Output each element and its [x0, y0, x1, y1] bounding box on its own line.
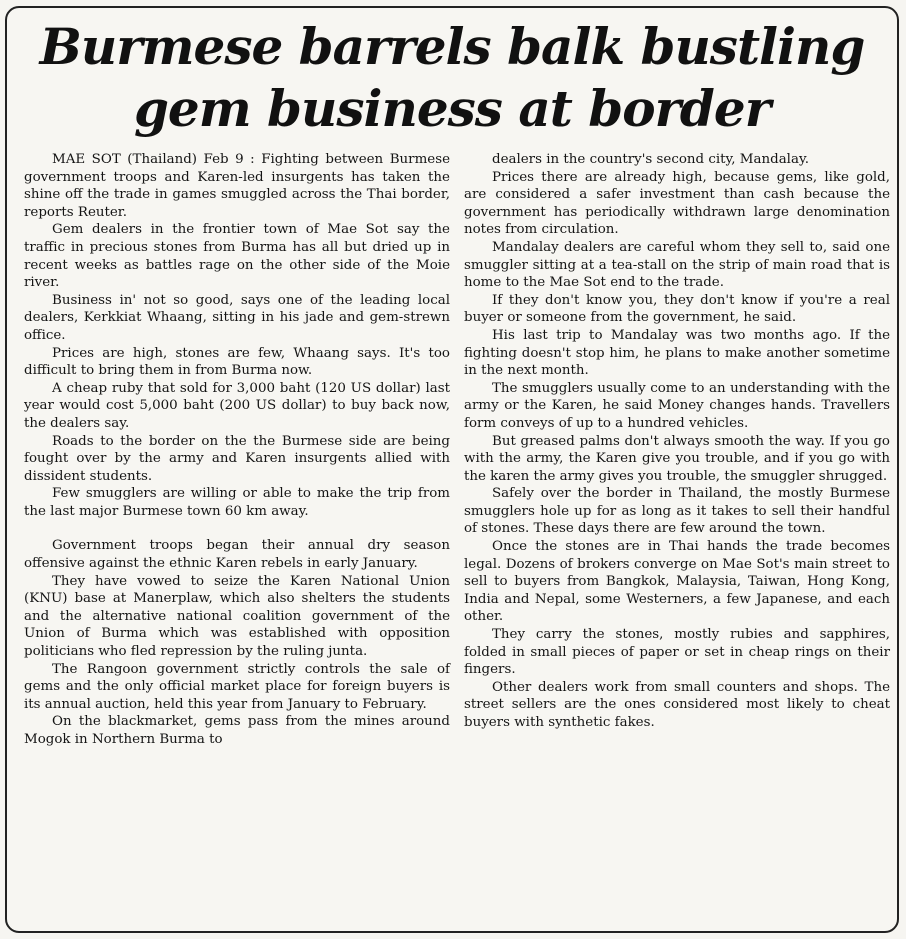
- section-break: [24, 520, 450, 537]
- paragraph: They carry the stones, mostly rubies and sapphires, folded in small pieces of paper or set in cheap rings on their fingers.: [464, 627, 890, 678]
- paragraph: Business in' not so good, says one of the leading local dealers, Kerkkiat Whaang, sitting in his jade and gem-strewn office.: [24, 292, 450, 343]
- paragraph: The Rangoon government strictly controls the sale of gems and the only official market place for foreign buyers is its annual auction, held this year from January to February.: [24, 661, 450, 712]
- paragraph: Safely over the border in Thailand, the mostly Burmese smugglers hole up for as long as it takes to sell their handful of stones. These days there are few around the town.: [464, 486, 890, 537]
- column-right: [464, 151, 890, 749]
- paragraph: Gem dealers in the frontier town of Mae Sot say the traffic in precious stones from Burma has all but dried up in recent weeks as battles rage on the other side of the Moie river.: [24, 222, 450, 291]
- paragraph: On the blackmarket, gems pass from the mines around Mogok in Northern Burma to: [24, 714, 450, 747]
- paragraph: Roads to the border on the the Burmese side are being fought over by the army and Karen insurgents allied with dissident students.: [24, 433, 450, 484]
- article-body: [24, 151, 890, 749]
- paragraph: A cheap ruby that sold for 3,000 baht (120 US dollar) last year would cost 5,000 baht (200 US dollar) to buy back now, the dealers say.: [24, 380, 450, 431]
- paragraph: Few smugglers are willing or able to make the trip from the last major Burmese town 60 km away.: [24, 486, 450, 519]
- paragraph: Mandalay dealers are careful whom they sell to, said one smuggler sitting at a tea-stall on the strip of main road that is home to the Mae Sot end to the trade.: [464, 239, 890, 291]
- headline: Burmese barrels balk bustling gem business at border: [39, 17, 865, 138]
- paragraph: But greased palms don't always smooth the way. If you go with the army, the Karen give you trouble, and if you go with the karen the army gives you trouble, the smuggler shrugged.: [464, 433, 890, 484]
- paragraph: Government troops began their annual dry season offensive against the ethnic Karen rebels in early January.: [24, 538, 450, 572]
- paragraph: Other dealers work from small counters and shops. The street sellers are the ones considered most likely to cheat buyers with synthetic fakes.: [464, 679, 890, 730]
- paragraph: They have vowed to seize the Karen National Union (KNU) base at Manerplaw, which also shelters the students and the alternative national coalition government of the Union of Burma which was established with opposition politicians who fled repression by the ruling junta.: [24, 573, 450, 660]
- paragraph: If they don't know you, they don't know if you're a real buyer or someone from the government, he said.: [464, 292, 890, 326]
- paragraph: Prices are high, stones are few, Whaang says. It's too difficult to bring them in from Burma now.: [24, 345, 450, 379]
- paragraph: dealers in the country's second city, Mandalay.: [492, 152, 809, 167]
- paragraph: His last trip to Mandalay was two months ago. If the fighting doesn't stop him, he plans to make another sometime in the next month.: [464, 327, 890, 379]
- newspaper-clipping: [5, 6, 899, 933]
- column-left: [24, 151, 450, 749]
- paragraph: The smugglers usually come to an understanding with the army or the Karen, he said Money changes hands. Travellers form conveys of up to a hundred vehicles.: [464, 380, 890, 431]
- paragraph: Prices there are already high, because gems, like gold, are considered a safer investment than cash because the government has periodically withdrawn large denomination notes from circulation.: [464, 169, 890, 238]
- paragraph: Once the stones are in Thai hands the trade becomes legal. Dozens of brokers converge on Mae Sot's main street to sell to buyers from Bangkok, Malaysia, Taiwan, Hong Kong, India and Nepal, some Westerners, a few Japanese, and each other.: [464, 539, 890, 625]
- paragraph: MAE SOT (Thailand) Feb 9 : Fighting between Burmese government troops and Karen-led insurgents has taken the shine off the trade in games smuggled across the Thai border, reports Reuter.: [24, 152, 450, 220]
